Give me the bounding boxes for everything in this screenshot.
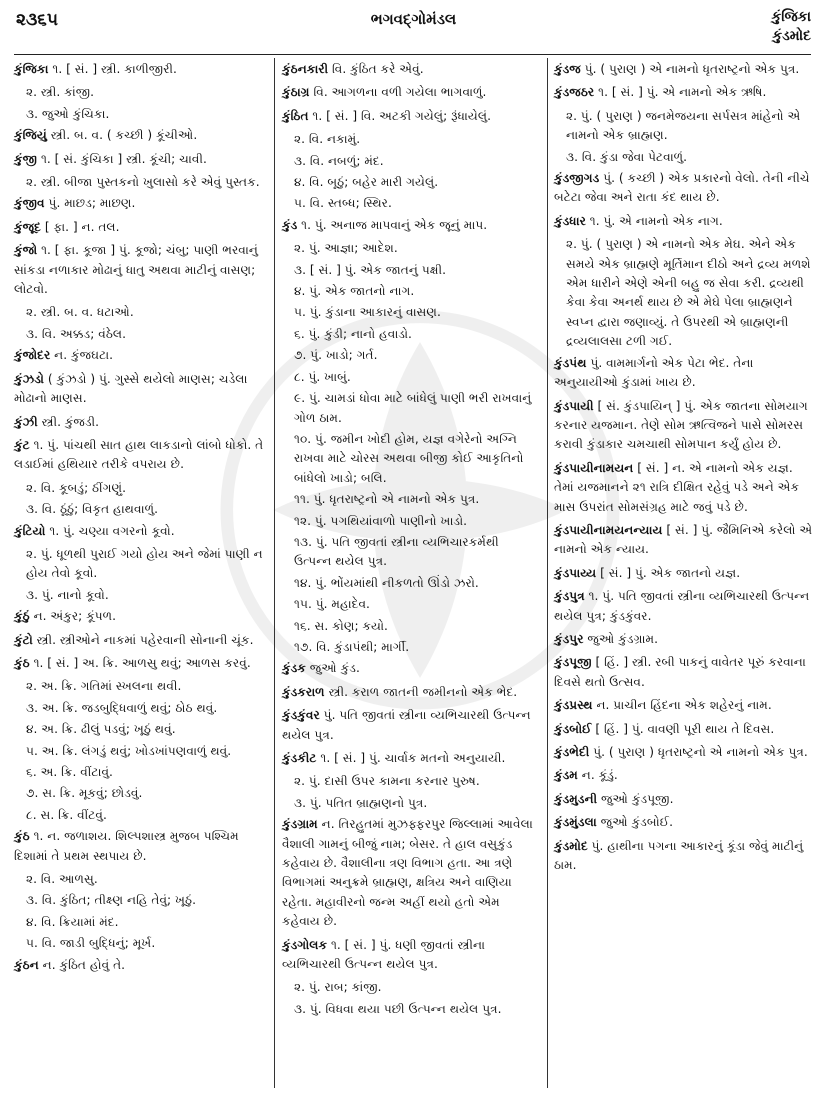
dictionary-entry: [554, 354, 814, 393]
definition-text: ૧૬. સ. કોણ; કયો.: [294, 618, 388, 633]
definition-text: ૨. પું. ધૂળથી પુરાઈ ગયો હોય અને જેમાં પાણી ન હોય તેવો કૂવો.: [26, 546, 263, 581]
definition-text: ૪. વિ. ક્રિયામાં મંદ.: [26, 914, 119, 929]
dictionary-sense: [14, 83, 266, 102]
definition-text: ૧૪. પું. ભોંયમાંથી નીકળતો ઊંડો ઝરો.: [294, 575, 479, 590]
dictionary-entry: [554, 587, 814, 626]
dictionary-sense: [14, 545, 266, 584]
definition-text: ૧. [ સં. ] અ. ક્રિ. આળસુ થવું; આળસ કરવું.: [33, 655, 251, 670]
definition-text: ૨. વિ. નકામું.: [294, 132, 361, 147]
definition-text: ન. પ્રાચીન હિંદના એક શહેરનું નામ.: [596, 698, 772, 713]
definition-text: ૬. પું. કુંડી; નાનો હવાડો.: [294, 326, 412, 341]
headword: કુંડજીગડ: [554, 171, 600, 186]
definition-text: ( કુંઝડો ) પું. ગુસ્સે થયેલો માણસ; ચડેલા મોઢાનો માણસ.: [14, 371, 248, 406]
definition-text: ૪. વિ. બૂઠું; બહેર મારી ગયેલું.: [294, 175, 439, 190]
definition-text: ૬. અ. ક્રિ. વીંટાવું.: [26, 765, 113, 779]
dictionary-sense: [282, 389, 540, 428]
definition-text: જુઓ કુંડગ્રામ.: [587, 631, 658, 646]
dictionary-sense: [282, 533, 540, 572]
definition-text: પું. હાથીના પગના આકારનું કૂંડા જેવું માટીનું ઠામ.: [554, 838, 804, 873]
dictionary-sense: [282, 282, 540, 301]
dictionary-sense: [14, 500, 266, 519]
headword: કુંડબોઈ: [554, 721, 592, 736]
definition-text: ૧. ન. જળાશય. શિલ્પશાસ્ત્ર મુજબ પશ્ચિમ દિશામાં તે પ્રથમ સ્થપાય છે.: [14, 829, 239, 863]
definition-text: જુઓ કુંડબોઈ.: [600, 815, 673, 830]
dictionary-sense: [554, 107, 814, 146]
headword: કુંઠ: [14, 829, 30, 844]
headword: કુંજીવ: [14, 196, 45, 211]
headword: કુંડપુત્ર: [554, 589, 585, 604]
dictionary-entry: [14, 654, 266, 673]
definition-text: ૪. અ. ક્રિ. ઢીલું પડવું; ખૂઠું થવું.: [26, 722, 176, 737]
dictionary-entry: [554, 743, 814, 762]
column-divider: [547, 58, 548, 1088]
dictionary-sense: [282, 261, 540, 280]
dictionary-entry: [554, 720, 814, 739]
definition-text: ન. કૂંડું.: [581, 768, 618, 783]
dictionary-sense: [14, 105, 266, 124]
definition-text: ૧૨. પું. પગથિયાંવાળો પાણીનો ખાડો.: [294, 513, 468, 528]
dictionary-entry: [14, 60, 266, 79]
dictionary-entry: [282, 216, 540, 235]
dictionary-entry: [14, 194, 266, 213]
dictionary-sense: [14, 699, 266, 718]
headword: કુંડધાર: [554, 213, 586, 228]
headword: કુંઠાગ્ર: [282, 85, 310, 100]
dictionary-sense: [282, 325, 540, 344]
headword: કુંઝી: [14, 414, 38, 429]
dictionary-entry: [554, 630, 814, 649]
headword: કુંજો: [14, 243, 38, 258]
headword: કુંજિયું: [14, 128, 47, 143]
dictionary-sense: [282, 368, 540, 387]
definition-text: ૧. [ સં. ] પું. એ નામનો એક ઋષિ.: [598, 85, 767, 100]
definition-text: ન. કુંજઘટા.: [54, 348, 114, 363]
definition-text: [ સં. ] ન. એ નામનો એક યજ્ઞ. તેમાં યજમાનને ૨૧ રાત્રિ દીક્ષિત રહેવું પડે અને એક માસ ઉપરાંત સોમસંગ્રહ માટે જવું પડે છે.: [554, 460, 800, 514]
definition-text: [ ફા. ] ન. તલ.: [44, 219, 120, 234]
dictionary-entry: [282, 659, 540, 678]
dictionary-sense: [14, 784, 266, 803]
definition-text: [ હિં. ] પું. વાવણી પૂરી થાય તે દિવસ.: [595, 721, 775, 736]
dictionary-sense: [282, 303, 540, 322]
definition-text: પું. ( પુરાણ ) એ નામનો ધૃતરાષ્ટ્રનો એક પુત્ર.: [584, 62, 800, 76]
definition-text: પું. વામમાર્ગનો એક પેટા ભેદ. તેના અનુયાયીઓ કુંડામાં ખાય છે.: [554, 355, 754, 390]
definition-text: પું. માછડ; માછણ.: [48, 196, 136, 211]
definition-text: [ સં. કુંડપાયિન્ ] પું. એક જાતના સોમયાગ કરનાર યજમાન. તેણે સોમ ઋત્વિજને પાસે સોમરસ કરાવી કુંડાકાર ચમચાથી સોમપાન કર્યું હોય છે.: [554, 398, 808, 452]
headword: કુંડજઠર: [554, 85, 595, 100]
definition-text: ન. કુંઠિત હોવું તે.: [42, 957, 126, 972]
headword: કુંડપાયીનામયનન્યાય: [554, 522, 663, 537]
headword: કુંજિકા: [14, 62, 49, 76]
dictionary-sense: [282, 772, 540, 791]
dictionary-entry: [554, 169, 814, 208]
dictionary-entry: [14, 126, 266, 145]
definition-text: ૧. પું. અનાજ માપવાનું એક જૂનું માપ.: [301, 217, 488, 232]
dictionary-sense: [554, 235, 814, 351]
definition-text: ૨. સ્ત્રી. બ. વ. ધટાઓ.: [26, 305, 134, 320]
definition-text: ૧. પું. પતિ જીવતાં સ્ત્રીના વ્યભિચારથી ઉત્પન્ન થયેલ પુત્ર; કુંડકુંવર.: [554, 589, 810, 623]
headword: કુંટો: [14, 632, 33, 647]
book-title: ભગવદ્ગોમંડલ: [370, 10, 457, 28]
dictionary-entry: [554, 766, 814, 785]
definition-text: પું. ( પુરાણ ) ધૃતરાષ્ટ્રનો એ નામનો એક પુત્ર.: [593, 745, 808, 759]
column-1: [14, 60, 266, 979]
dictionary-entry: [554, 397, 814, 455]
definition-text: જુઓ કુંડપૂજી.: [601, 791, 674, 806]
page-number: ૨૩૬૫: [16, 10, 58, 30]
guide-words: [771, 8, 811, 46]
dictionary-sense: [14, 742, 266, 761]
dictionary-entry: [14, 150, 266, 169]
dictionary-sense: [282, 1000, 540, 1019]
dictionary-sense: [554, 148, 814, 167]
dictionary-sense: [282, 430, 540, 488]
definition-text: ૧. [ સં. ] પું. ધણી જીવતાં સ્ત્રીના વ્યભિચારથી ઉત્પન્ન થયેલ પુત્ર.: [282, 937, 486, 972]
dictionary-entry: [554, 790, 814, 809]
definition-text: ૩. વિ. નબળું; મંદ.: [294, 153, 384, 168]
dictionary-entry: [554, 837, 814, 876]
definition-text: ૫. પું. કુંડાના આકારનું વાસણ.: [294, 305, 441, 320]
definition-text: ૩. વિ. અક્કડ; વંઠેલ.: [26, 326, 127, 341]
dictionary-entry: [14, 346, 266, 365]
definition-text: ૨. પું. દાસી ઉપર કામના કરનાર પુરુષ.: [294, 774, 480, 789]
definition-text: ૧૫. પું. મહાદેવ.: [294, 597, 370, 612]
dictionary-entry: [554, 60, 814, 79]
headword: કુંઠિત: [282, 108, 309, 123]
definition-text: પું. ( કચ્છી ) એક પ્રકારનો વેલો. તેની નીચે બટેટા જેવા અને રાતા કંદ થાય છે.: [554, 171, 810, 205]
definition-text: ૭. સ. ક્રિ. મૂકવું; છોડવું.: [26, 786, 143, 801]
dictionary-entry: [14, 218, 266, 237]
dictionary-sense: [14, 303, 266, 322]
dictionary-sense: [282, 173, 540, 192]
headword: કુંડપ્રસ્થ: [554, 698, 593, 713]
dictionary-sense: [14, 677, 266, 696]
definition-text: ૯. પું. ચામડાં ધોવા માટે બાંધેલું પાણી ભરી રાખવાનું ગોળ ઠામ.: [294, 391, 532, 425]
dictionary-entry: [554, 83, 814, 102]
headword: કુંડપાયીનામયન: [554, 460, 634, 475]
headword: કુંટ: [14, 437, 30, 452]
definition-text: ૧. [ સં. કુંચિકા ] સ્ત્રી. કૂંચી; ચાવી.: [40, 151, 207, 166]
dictionary-entry: [282, 749, 540, 768]
dictionary-entry: [282, 936, 540, 975]
definition-text: ૧. પું. પાંચથી સાત હાથ લાકડાનો લાંબો ધોકો. તે લડાઈમાં હથિયાર તરીકે વપરાય છે.: [14, 437, 264, 472]
dictionary-entry: [282, 83, 540, 102]
dictionary-sense: [14, 325, 266, 344]
definition-text: ૨. અ. ક્રિ. ગતિમાં સ્ખલના થવી.: [26, 679, 182, 694]
definition-text: ૩. વિ. ઠૂંઠું; વિકૃત હાથવાળું.: [26, 502, 158, 517]
headword: કુંડગોલક: [282, 937, 328, 952]
dictionary-sense: [282, 346, 540, 365]
definition-text: ૫. વિ. સ્તબ્ધ; સ્થિર.: [294, 196, 392, 211]
definition-text: ૨. વિ. આળસુ.: [26, 872, 98, 887]
definition-text: જુઓ કુંડ.: [309, 661, 360, 676]
dictionary-entry: [282, 683, 540, 702]
dictionary-sense: [282, 574, 540, 593]
dictionary-sense: [14, 763, 266, 782]
definition-text: ૫. અ. ક્રિ. લંગડું થવું; ખોડખાંપણવાળું થવું.: [26, 743, 232, 758]
headword: કુંડકુંવર: [282, 708, 320, 723]
definition-text: સ્ત્રી. કરાળ જાતની જમીનનો એક ભેદ.: [328, 684, 518, 699]
definition-text: ૨. સ્ત્રી. કાંજી.: [26, 85, 95, 100]
definition-text: ૧. [ ફા. કૂજા ] પું. કૂજો; ચંબુ; પાણી ભરવાનું સાંકડા નળાકાર મોઢાનું ધાતુ અથવા માટીનું વાસણ; લોટવો.: [14, 243, 258, 297]
definition-text: ૩. અ. ક્રિ. જડબુદ્ધિવાળું થવું; ઠોઠ થવું.: [26, 700, 218, 715]
dictionary-sense: [282, 239, 540, 258]
dictionary-sense: [14, 870, 266, 889]
definition-text: [ સં. ] પું. જૈમિનિએ કરેલો એ નામનો એક ન્યાય.: [554, 522, 813, 557]
definition-text: ૨. પું. ( પુરાણ ) એ નામનો એક મેઘ. એને એક સમયે એક બ્રાહ્મણે મૂર્તિમાન દીઠો અને દ્રવ્ય મળશે એમ ધારીને એણે એની બહુ જ સેવા કરી. દ્રવ્યથી કેવા કેવા અનર્થ થાય છે એ મેઘે પેલા બ્રાહ્મણને સ્વપ્ન દ્વારા જણાવ્યું. તે ઉપરથી એ બ્રાહ્મણની દ્રવ્યલાલસા ટળી ગઈ.: [566, 237, 811, 349]
dictionary-entry: [282, 815, 540, 931]
dictionary-entry: [554, 813, 814, 832]
definition-text: ૧. [ સં. ] સ્ત્રી. કાળીજીરી.: [52, 62, 177, 76]
column-2: [282, 60, 540, 1021]
dictionary-sense: [282, 638, 540, 657]
dictionary-sense: [282, 490, 540, 509]
definition-text: ૨. પું. રાબ; કાંજી.: [294, 980, 382, 995]
dictionary-sense: [282, 978, 540, 997]
definition-text: સ્ત્રી. સ્ત્રીઓને નાકમાં પહેરવાની સોનાની ચૂંક.: [36, 632, 254, 647]
headword: કુંજી: [14, 151, 38, 166]
definition-text: ૫. વિ. જાડી બુદ્ધિનું; મૂર્ખ.: [26, 936, 156, 951]
headword: કુંજોદર: [14, 348, 51, 363]
dictionary-entry: [282, 107, 540, 126]
definition-text: ૩. જુઓ કુંચિકા.: [26, 106, 110, 121]
definition-text: ૧૦. પું. જમીન ખોદી હોમ, યજ્ઞ વગેરેનો અગ્નિ રાખવા માટે ચોરસ અથવા બીજી કોઈ આકૃતિનો બાંધેલો ખાડો; બલિ.: [294, 431, 524, 485]
headword: કુંઝડો: [14, 371, 44, 386]
definition-text: ૧૭. વિ. કુંડાપંથી; માર્ગી.: [294, 639, 410, 654]
definition-text: ન. તિરહુતમાં મુઝફ્ફરપુર જિલ્લામાં આવેલા વૈશાલી ગામનું બીજું નામ; બેસર. તે હાલ વસુકુંડ કહેવાય છે. વૈશાલીના ત્રણ વિભાગ હતા. આ ત્રણે વિભાગમાં અનુક્રમે બ્રાહ્મણ, ક્ષત્રિય અને વાણિયા રહેતા. મહાવીરનો જન્મ અહીં થયો હતો એમ કહેવાય છે.: [282, 817, 533, 929]
definition-text: પું. પતિ જીવતાં સ્ત્રીના વ્યભિચારથી ઉત્પન્ન થયેલ પુત્ર.: [282, 708, 531, 742]
header-rule: [14, 54, 811, 55]
dictionary-sense: [14, 479, 266, 498]
dictionary-sense: [14, 891, 266, 910]
definition-text: ૮. પું. ખાબું.: [294, 369, 351, 384]
dictionary-sense: [14, 913, 266, 932]
headword: કુંડભેદી: [554, 745, 590, 759]
dictionary-sense: [14, 720, 266, 739]
definition-text: સ્ત્રી. કુંજડી.: [41, 414, 100, 429]
headword: કુંઠ: [14, 655, 30, 670]
dictionary-entry: [14, 522, 266, 541]
dictionary-sense: [14, 934, 266, 953]
guide-first: કુંજિકા: [771, 9, 811, 25]
dictionary-entry: [14, 436, 266, 475]
dictionary-entry: [14, 631, 266, 650]
definition-text: ૩. પું. વિધવા થયા પછી ઉત્પન્ન થયેલ પુત્ર.: [294, 1001, 502, 1016]
definition-text: ૩. વિ. કુંડા જેવા પેટવાળું.: [566, 149, 688, 164]
definition-text: [ હિં. ] સ્ત્રી. રબી પાકનું વાવેતર પૂરું કરવાના દિવસે થતો ઉત્સવ.: [554, 655, 806, 689]
dictionary-sense: [14, 806, 266, 825]
headword: કુંડમોદ: [554, 838, 588, 853]
dictionary-entry: [554, 653, 814, 692]
definition-text: ૭. પું. ખાડો; ગર્ત.: [294, 348, 378, 363]
headword: કુંઠનકારી: [282, 62, 329, 76]
headword: કુંડપાય્ય: [554, 565, 597, 580]
guide-last: કુંડમોદ: [772, 28, 811, 44]
headword: કુંડમુંડલા: [554, 815, 597, 830]
page-header: [16, 8, 811, 54]
headword: કુંડ: [282, 217, 298, 232]
dictionary-entry: [14, 827, 266, 866]
dictionary-entry: [14, 370, 266, 409]
definition-text: ૧. [ સં. ] વિ. અટકી ગયેલું; રૂંધાયેલું.: [312, 108, 491, 123]
column-divider: [274, 58, 275, 1088]
dictionary-entry: [554, 212, 814, 231]
definition-text: [ સં. ] પું. એક જાતનો યજ્ઞ.: [600, 565, 741, 580]
definition-text: ૪. પું. એક જાતનો નાગ.: [294, 284, 415, 299]
definition-text: ૩. પું. નાનો કૂવો.: [26, 587, 109, 602]
dictionary-entry: [554, 696, 814, 715]
definition-text: ૨. પું. આજ્ઞા; આદેશ.: [294, 241, 398, 256]
dictionary-sense: [14, 586, 266, 605]
definition-text: ૨. સ્ત્રી. બીજા પુસ્તકનો ખુલાસો કરે એવું પુસ્તક.: [26, 175, 260, 190]
dictionary-entry: [554, 564, 814, 583]
definition-text: ન. અંકુર; કૂંપળ.: [33, 609, 117, 624]
headword: કુંડમુડની: [554, 791, 598, 806]
dictionary-sense: [282, 794, 540, 813]
headword: કુંડપુર: [554, 631, 584, 646]
headword: કુંડકીટ: [282, 751, 317, 765]
dictionary-entry: [282, 706, 540, 745]
dictionary-sense: [282, 194, 540, 213]
headword: કુંડગ્રામ: [282, 817, 318, 832]
definition-text: ૩. [ સં. ] પું. એક જાતનું પક્ષી.: [294, 262, 446, 277]
definition-text: વિ. આગળના વળી ગયેલા ભાગવાળું.: [313, 85, 487, 100]
dictionary-entry: [14, 413, 266, 432]
definition-text: ૩. વિ. કુંઠિત; તીક્ષ્ણ નહિ તેવું; ખૂઠું.: [26, 893, 197, 908]
headword: કુંઠું: [14, 609, 30, 624]
headword: કુંડમ: [554, 768, 578, 783]
definition-text: ૧૩. પું. પતિ જીવતાં સ્ત્રીના વ્યભિચારકર્મથી ઉત્પન્ન થયેલ પુત્ર.: [294, 534, 499, 569]
dictionary-entry: [14, 241, 266, 299]
definition-text: ૨. વિ. કૂબડું; ઠીંગણું.: [26, 480, 127, 495]
dictionary-entry: [554, 521, 814, 560]
dictionary-entry: [14, 607, 266, 626]
dictionary-sense: [282, 617, 540, 636]
dictionary-sense: [282, 512, 540, 531]
definition-text: વિ. કુંઠિત કરે એવું.: [332, 62, 424, 76]
dictionary-sense: [14, 173, 266, 192]
dictionary-entry: [14, 956, 266, 975]
dictionary-entry: [282, 60, 540, 79]
dictionary-sense: [282, 152, 540, 171]
headword: કુંડકરાળ: [282, 684, 325, 699]
headword: કુંડપૂજી: [554, 655, 592, 670]
definition-text: ૧. પું. એ નામનો એક નાગ.: [589, 213, 723, 228]
headword: કુંઠન: [14, 957, 39, 972]
headword: કુંટિયો: [14, 523, 46, 538]
definition-text: સ્ત્રી. બ. વ. ( કચ્છી ) કૂંચીઓ.: [50, 128, 198, 143]
definition-text: ૩. પું. પતિત બ્રાહ્મણનો પુત્ર.: [294, 795, 428, 810]
headword: કુંડપાયી: [554, 398, 594, 413]
definition-text: ૧. પું. ચણ્યા વગરનો કૂવો.: [49, 523, 175, 538]
definition-text: ૧. [ સં. ] પું. ચાર્વાક મતનો અનુયાયી.: [320, 751, 506, 765]
column-3: [554, 60, 814, 879]
dictionary-entry: [554, 459, 814, 517]
definition-text: ૨. પું. ( પુરાણ ) જનમેજયના સર્પસત્ર માંહેનો એ નામનો એક બ્રાહ્મણ.: [566, 108, 801, 143]
headword: કુંડપંથ: [554, 355, 587, 370]
definition-text: ૧૧. પું. ધૃતરાષ્ટ્રનો એ નામનો એક પુત્ર.: [294, 492, 480, 507]
dictionary-sense: [282, 130, 540, 149]
definition-text: ૮. સ. ક્રિ. વીંટવું.: [26, 807, 107, 822]
dictionary-sense: [282, 595, 540, 614]
headword: કુંડક: [282, 661, 306, 676]
headword: કુંડજ: [554, 62, 581, 76]
headword: કુંજૂદ: [14, 219, 41, 234]
